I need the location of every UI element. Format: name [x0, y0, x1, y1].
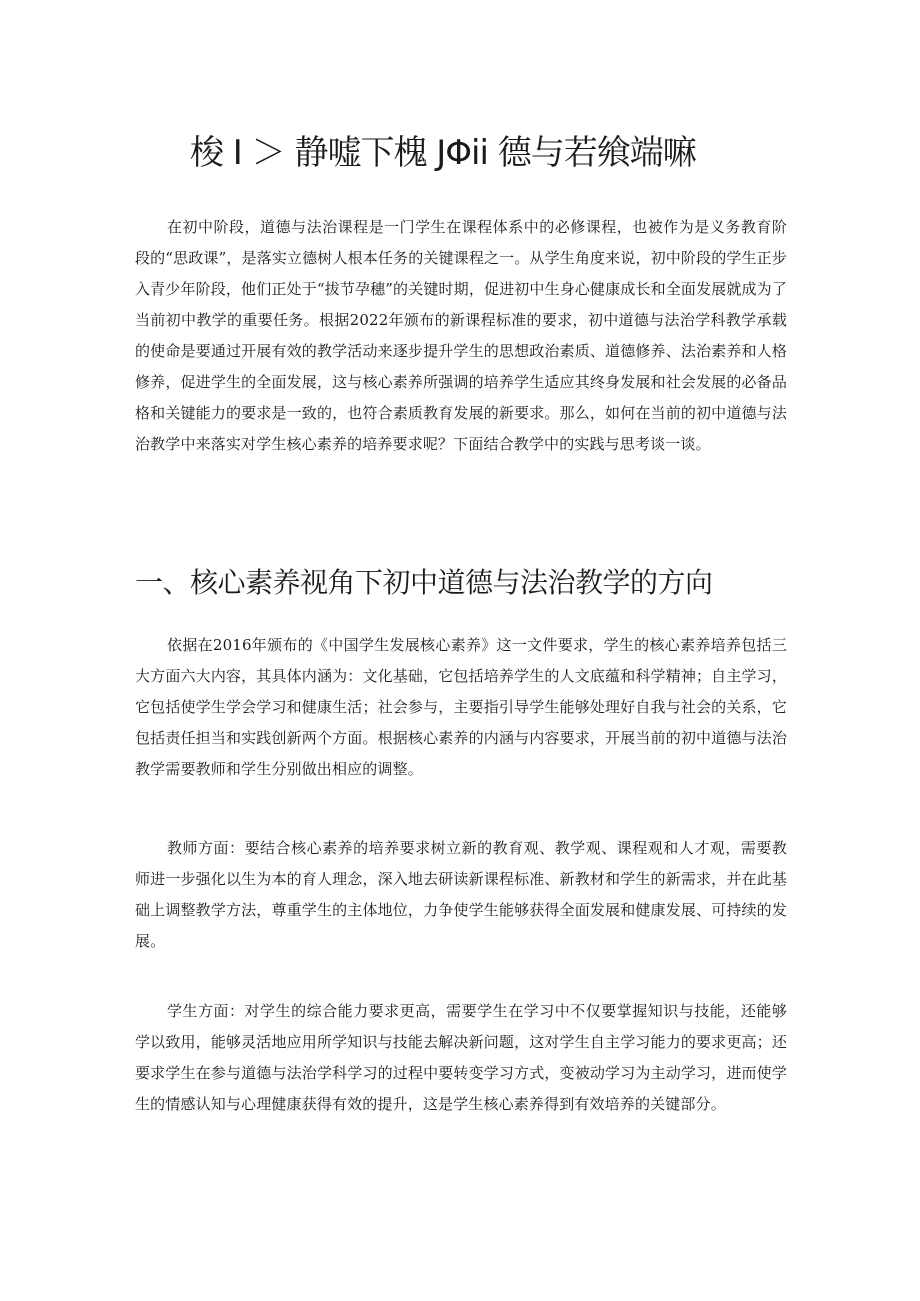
intro-paragraph: 在初中阶段，道德与法治课程是一门学生在课程体系中的必修课程，也被作为是义务教育阶段的“思政课”，是落实立德树人根本任务的关键课程之一。从学生角度来说，初中阶段的学生正步入青少年阶段，他们正处于“拔节孕穗”的关键时期，促进初中生身心健康成长和全面发展就成为了当前初中教学的重要任务。根据2022年颁布的新课程标准的要求，初中道德与法治学科教学承载的使命是要通过开展有效的教学活动来逐步提升学生的思想政治素质、道德修养、法治素养和人格修养，促进学生的全面发展，这与核心素养所强调的培养学生适应其终身发展和社会发展的必备品格和关键能力的要求是一致的，也符合素质教育发展的新要求。那么，如何在当前的初中道德与法治教学中来落实对学生核心素养的培养要求呢？下面结合教学中的实践与思考谈一谈。: [135, 218, 787, 453]
section-1-heading: 一、核心素养视角下初中道德与法治教学的方向: [135, 566, 713, 599]
document-title: 梭 I ＞ 静嘘下槐 JΦii 德与若飨端嘛: [190, 133, 696, 173]
student-aspect-paragraph: 学生方面：对学生的综合能力要求更高，需要学生在学习中不仅要掌握知识与技能，还能够学以致用，能够灵活地应用所学知识与技能去解决新问题，这对学生自主学习能力的要求更高；还要求学生在参与道德与法治学科学习的过程中要转变学习方式，变被动学习为主动学习，进而使学生的情感认知与心理健康获得有效的提升，这是学生核心素养得到有效培养的关键部分。: [135, 1002, 787, 1113]
section-1-paragraph: 依据在2016年颁布的《中国学生发展核心素养》这一文件要求，学生的核心素养培养包括三大方面六大内容，其具体内涵为：文化基础，它包括培养学生的人文底蕴和科学精神；自主学习，它包括使学生学会学习和健康生活；社会参与，主要指引导学生能够处理好自我与社会的关系，它包括责任担当和实践创新两个方面。根据核心素养的内涵与内容要求，开展当前的初中道德与法治教学需要教师和学生分别做出相应的调整。: [135, 636, 787, 778]
teacher-aspect-paragraph: 教师方面：要结合核心素养的培养要求树立新的教育观、教学观、课程观和人才观，需要教师进一步强化以生为本的育人理念，深入地去研读新课程标准、新教材和学生的新需求，并在此基础上调整教学方法，尊重学生的主体地位，力争使学生能够获得全面发展和健康发展、可持续的发展。: [135, 839, 787, 950]
